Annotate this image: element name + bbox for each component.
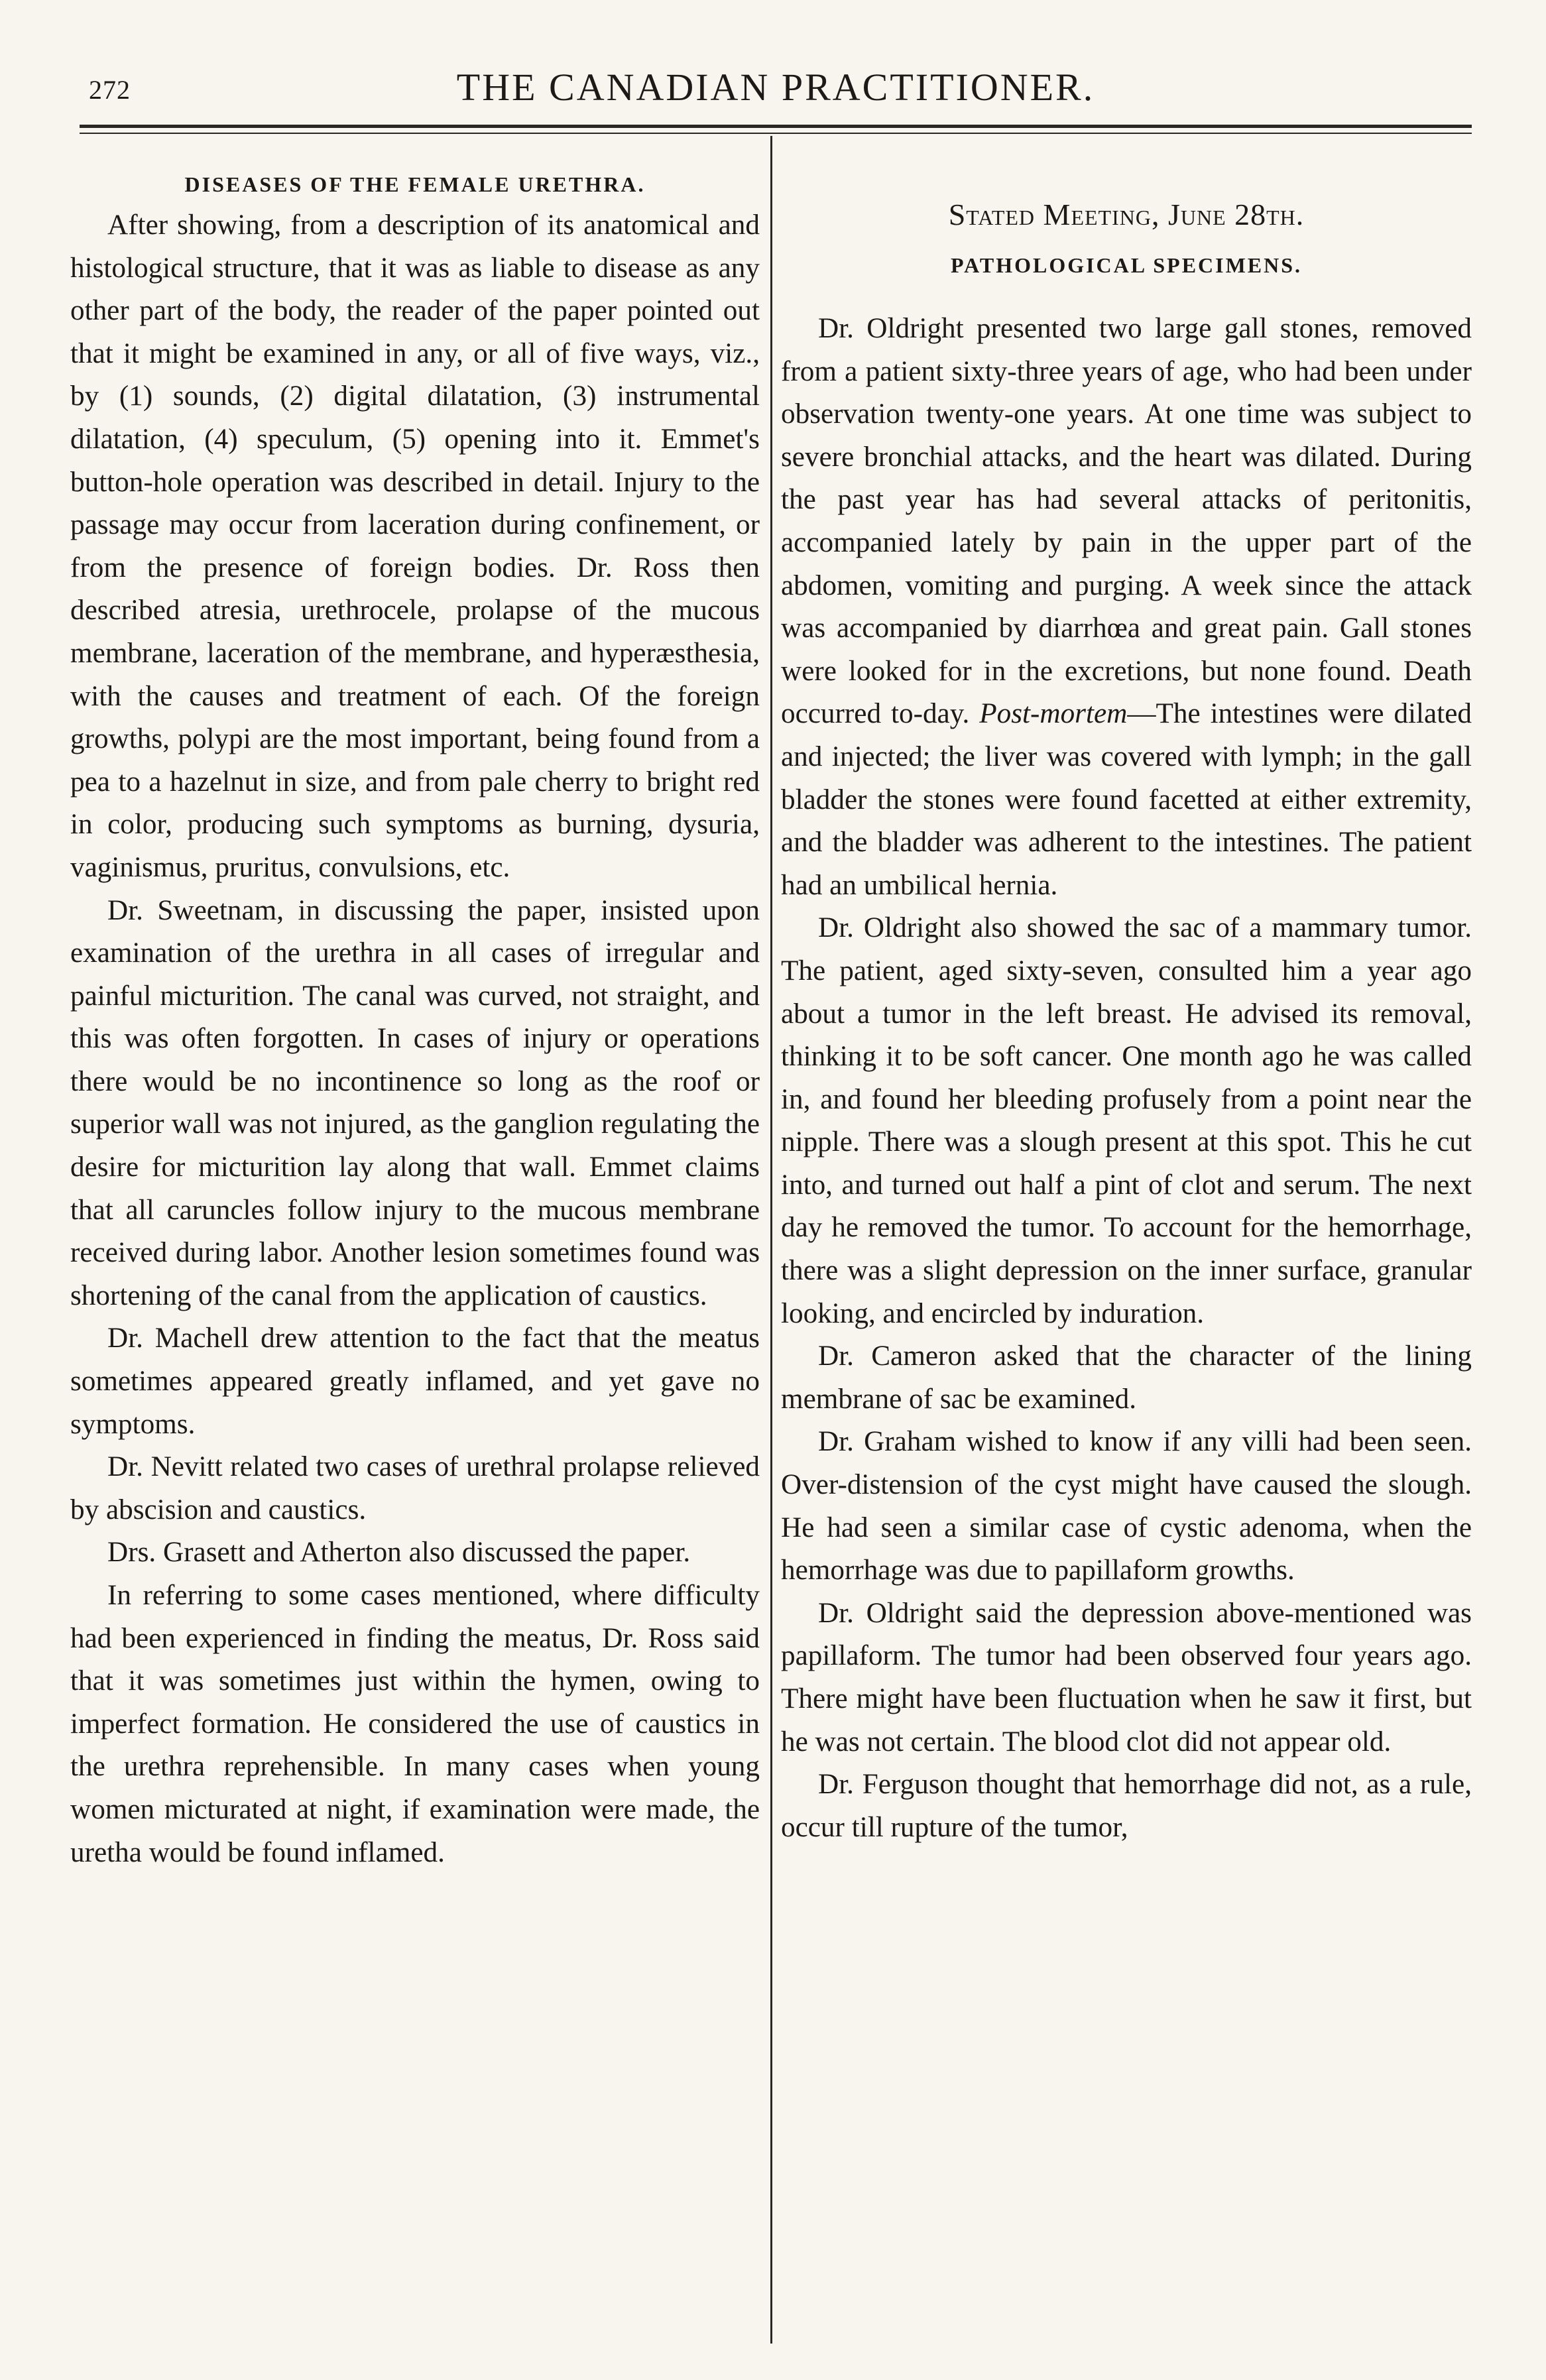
left-paragraph-5: Drs. Grasett and Atherton also discussed the paper. <box>107 1537 691 1569</box>
header-rule-thin <box>80 133 1472 134</box>
right-paragraph-4: Dr. Graham wished to know if any villi had been seen. Over-distension of the cyst might have caused the slough. He had seen a similar case of cystic adenoma, when the hemorrhage was due to papillaform growths. <box>781 1426 1472 1586</box>
left-paragraph-3: Dr. Machell drew attention to the fact that the meatus sometimes appeared greatly inflamed, and yet gave no symptoms. <box>70 1323 760 1440</box>
right-paragraph-5: Dr. Oldright said the depression above-mentioned was papillaform. The tumor had been observed four years ago. There might have been fluctuation when he saw it first, but he was not certain. The blood clot did not appear old. <box>781 1597 1472 1757</box>
header-rule-thick <box>80 125 1472 128</box>
left-paragraph-4: Dr. Nevitt related two cases of urethral prolapse relieved by abscision and caustics. <box>70 1451 760 1525</box>
left-paragraph-1: After showing, from a description of its anatomical and histological structure, that it was as liable to disease as any other part of the body, the reader of the paper pointed out that it might be examined in any, or all of five ways, viz., by (1) sounds, (2) digital dilatation, (3) instrumental dilatation, (4) speculum, (5) opening into it. Emmet's button-hole operation was described in detail. Injury to the passage may occur from laceration during confinement, or from the presence of foreign bodies. Dr. Ross then described atresia, urethrocele, prolapse of the mucous membrane, laceration of the membrane, and hyperæsthesia, with the causes and treatment of each. Of the foreign growths, polypi are the most important, being found from a pea to a hazelnut in size, and from pale cherry to bright red in color, producing such symptoms as burning, dysuria, vaginismus, pruritus, convulsions, etc. <box>70 209 760 883</box>
post-mortem-italic: Post-mortem <box>979 698 1128 730</box>
left-column <box>70 164 760 1874</box>
running-title: THE CANADIAN PRACTITIONER. <box>456 66 1095 109</box>
right-column <box>781 164 1472 1849</box>
column-divider <box>770 136 772 2344</box>
section-heading-female-urethra: DISEASES OF THE FEMALE URETHRA. <box>184 172 646 196</box>
page-header <box>80 61 1472 114</box>
right-paragraph-1 <box>781 308 1472 907</box>
left-paragraph-6: In referring to some cases mentioned, where difficulty had been experienced in finding the meatus, Dr. Ross said that it was sometimes just within the hymen, owing to imperfect formation. He considered the use of caustics in the urethra reprehensible. In many cases when young women micturated at night, if examination were made, the uretha would be found inflamed. <box>70 1580 760 1868</box>
right-paragraph-1-text-b: —The intestines were dilated and injected; the liver was covered with lymph; in the gall bladder the stones were found facetted at either extremity, and the bladder was adherent to the intestines. The patient had an umbilical hernia. <box>781 698 1472 901</box>
right-paragraph-3: Dr. Cameron asked that the character of the lining membrane of sac be examined. <box>781 1340 1472 1415</box>
page-number: 272 <box>89 75 131 105</box>
section-heading-pathological-specimens: PATHOLOGICAL SPECIMENS. <box>950 253 1303 277</box>
left-paragraph-2: Dr. Sweetnam, in discussing the paper, insisted upon examination of the urethra in all cases of irregular and painful micturition. The canal was curved, not straight, and this was often forgotten. In cases of injury or operations there would be no incontinence so long as the roof or superior wall was not injured, as the ganglion regulating the desire for micturition lay along that wall. Emmet claims that all caruncles follow injury to the mucous membrane received during labor. Another lesion sometimes found was shortening of the canal from the application of caustics. <box>70 894 760 1311</box>
right-paragraph-2: Dr. Oldright also showed the sac of a mammary tumor. The patient, aged sixty-seven, consulted him a year ago about a tumor in the left breast. He advised its removal, thinking it to be soft cancer. One month ago he was called in, and found her bleeding profusely from a point near the nipple. There was a slough present at this spot. This he cut into, and turned out half a pint of clot and serum. The next day he removed the tumor. To account for the hemorrhage, there was a slight depression on the inner surface, granular looking, and encircled by induration. <box>781 912 1472 1329</box>
meeting-title: Stated Meeting, June 28th. <box>948 198 1305 231</box>
right-paragraph-6: Dr. Ferguson thought that hemorrhage did not, as a rule, occur till rupture of the tumor, <box>781 1769 1472 1843</box>
right-paragraph-1-text-a: Dr. Oldright presented two large gall stones, removed from a patient sixty-three years of age, who had been under observation twenty-one years. At one time was subject to severe bronchial attacks, and the heart was dilated. During the past year has had several attacks of peritonitis, accompanied lately by pain in the upper part of the abdomen, vomiting and purging. A week since the attack was accompanied by diarrhœa and great pain. Gall stones were looked for in the excretions, but none found. Death occurred to-day. <box>781 313 1472 730</box>
